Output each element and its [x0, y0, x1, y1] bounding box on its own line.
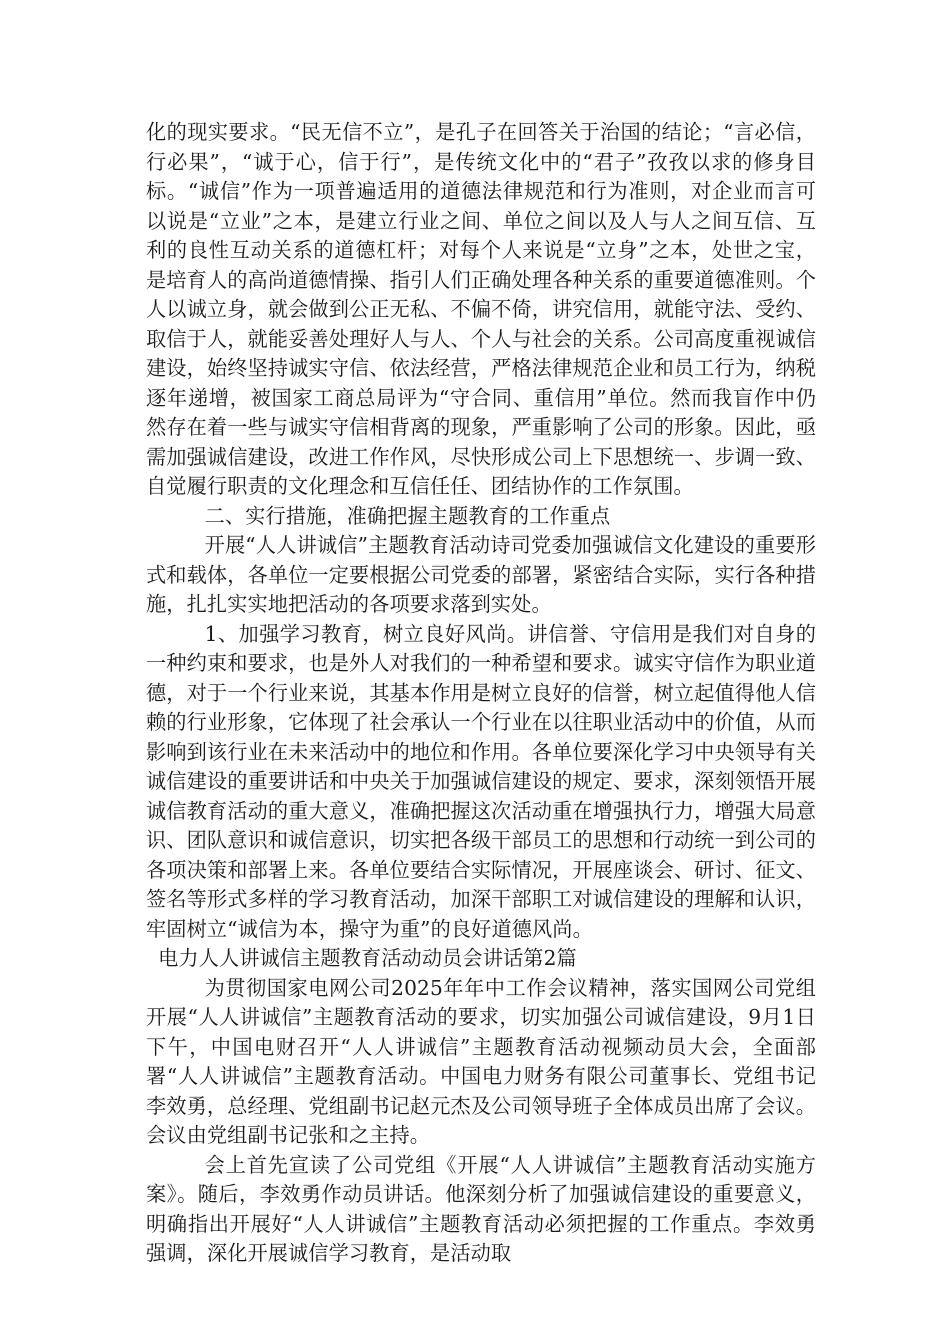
paragraph-meeting: 为贯彻国家电网公司2025年年中工作会议精神，落实国网公司党组开展“人人讲诚信”主题教育活动的要求，切实加强公司诚信建设，9月1日下午，中国电财召开“人人讲诚信”主题教育活动视频动员大会，全面部署“人人讲诚信”主题教育活动。中国电力财务有限公司董事长、党组书记李效勇，总经理、党组副书记赵元杰及公司领导班子全体成员出席了会议。会议由党组副书记张和之主持。 — [146, 975, 816, 1147]
document-body — [146, 118, 816, 1269]
section-heading: 二、实行措施，准确把握主题教育的工作重点 — [204, 503, 611, 528]
paragraph-intro: 开展“人人讲诚信”主题教育活动诗司党委加强诚信文化建设的重要形式和载体，各单位一定要根据公司党委的部署，紧密结合实际，实行各种措施，扎扎实实地把活动的各项要求落到实处。 — [146, 533, 816, 616]
paragraph-point-1: 1、加强学习教育，树立良好风尚。讲信誉、守信用是我们对自身的一种约束和要求，也是外人对我们的一种希望和要求。诚实守信作为职业道德，对于一个行业来说，其基本作用是树立良好的信誉，树立起值得他人信赖的行业形象，它体现了社会承认一个行业在以往职业活动中的价值，从而影响到该行业在未来活动中的地位和作用。各单位要深化学习中央领导有关诚信建设的重要讲话和中央关于加强诚信建设的规定、要求，深刻领悟开展诚信教育活动的重大意义，准确把握这次活动重在增强执行力，增强大局意识、团队意识和诚信意识，切实把各级干部员工的思想和行动统一到公司的各项决策和部署上来。各单位要结合实际情况，开展座谈会、研讨、征文、签名等形式多样的学习教育活动，加深干部职工对诚信建设的理解和认识，牢固树立“诚信为本，操守为重”的良好道德风尚。 — [146, 621, 816, 941]
paragraph-speech: 会上首先宣读了公司党组《开展“人人讲诚信”主题教育活动实施方案》。随后，李效勇作动员讲话。他深刻分析了加强诚信建设的重要意义，明确指出开展好“人人讲诚信”主题教育活动必须把握的工作重点。李效勇强调，深化开展诚信学习教育，是活动取 — [146, 1152, 816, 1265]
article-title: 电力人人讲诚信主题教育活动动员会讲话第2篇 — [158, 946, 577, 970]
paragraph-continuation: 化的现实要求。“民无信不立”，是孔子在回答关于治国的结论；“言必信，行必果”，“诚于心，信于行”，是传统文化中的“君子”孜孜以求的修身目标。“诚信”作为一项普遍适用的道德法律规范和行为准则，对企业而言可以说是“立业”之本，是建立行业之间、单位之间以及人与人之间互信、互利的良性互动关系的道德杠杆；对每个人来说是“立身”之本，处世之宝，是培育人的高尚道德情操、指引人们正确处理各种关系的重要道德准则。个人以诚立身，就会做到公正无私、不偏不倚，讲究信用，就能守法、受约、取信于人，就能妥善处理好人与人、个人与社会的关系。公司高度重视诚信建设，始终坚持诚实守信、依法经营，严格法律规范企业和员工行为，纳税逐年递增，被国家工商总局评为“守合同、重信用”单位。然而我盲作中仍然存在着一些与诚实守信相背离的现象，严重影响了公司的形象。因此，亟需加强诚信建设，改进工作作风，尽快形成公司上下思想统一、步调一致、自觉履行职责的文化理念和互信任任、团结协作的工作氛围。 — [146, 120, 816, 498]
